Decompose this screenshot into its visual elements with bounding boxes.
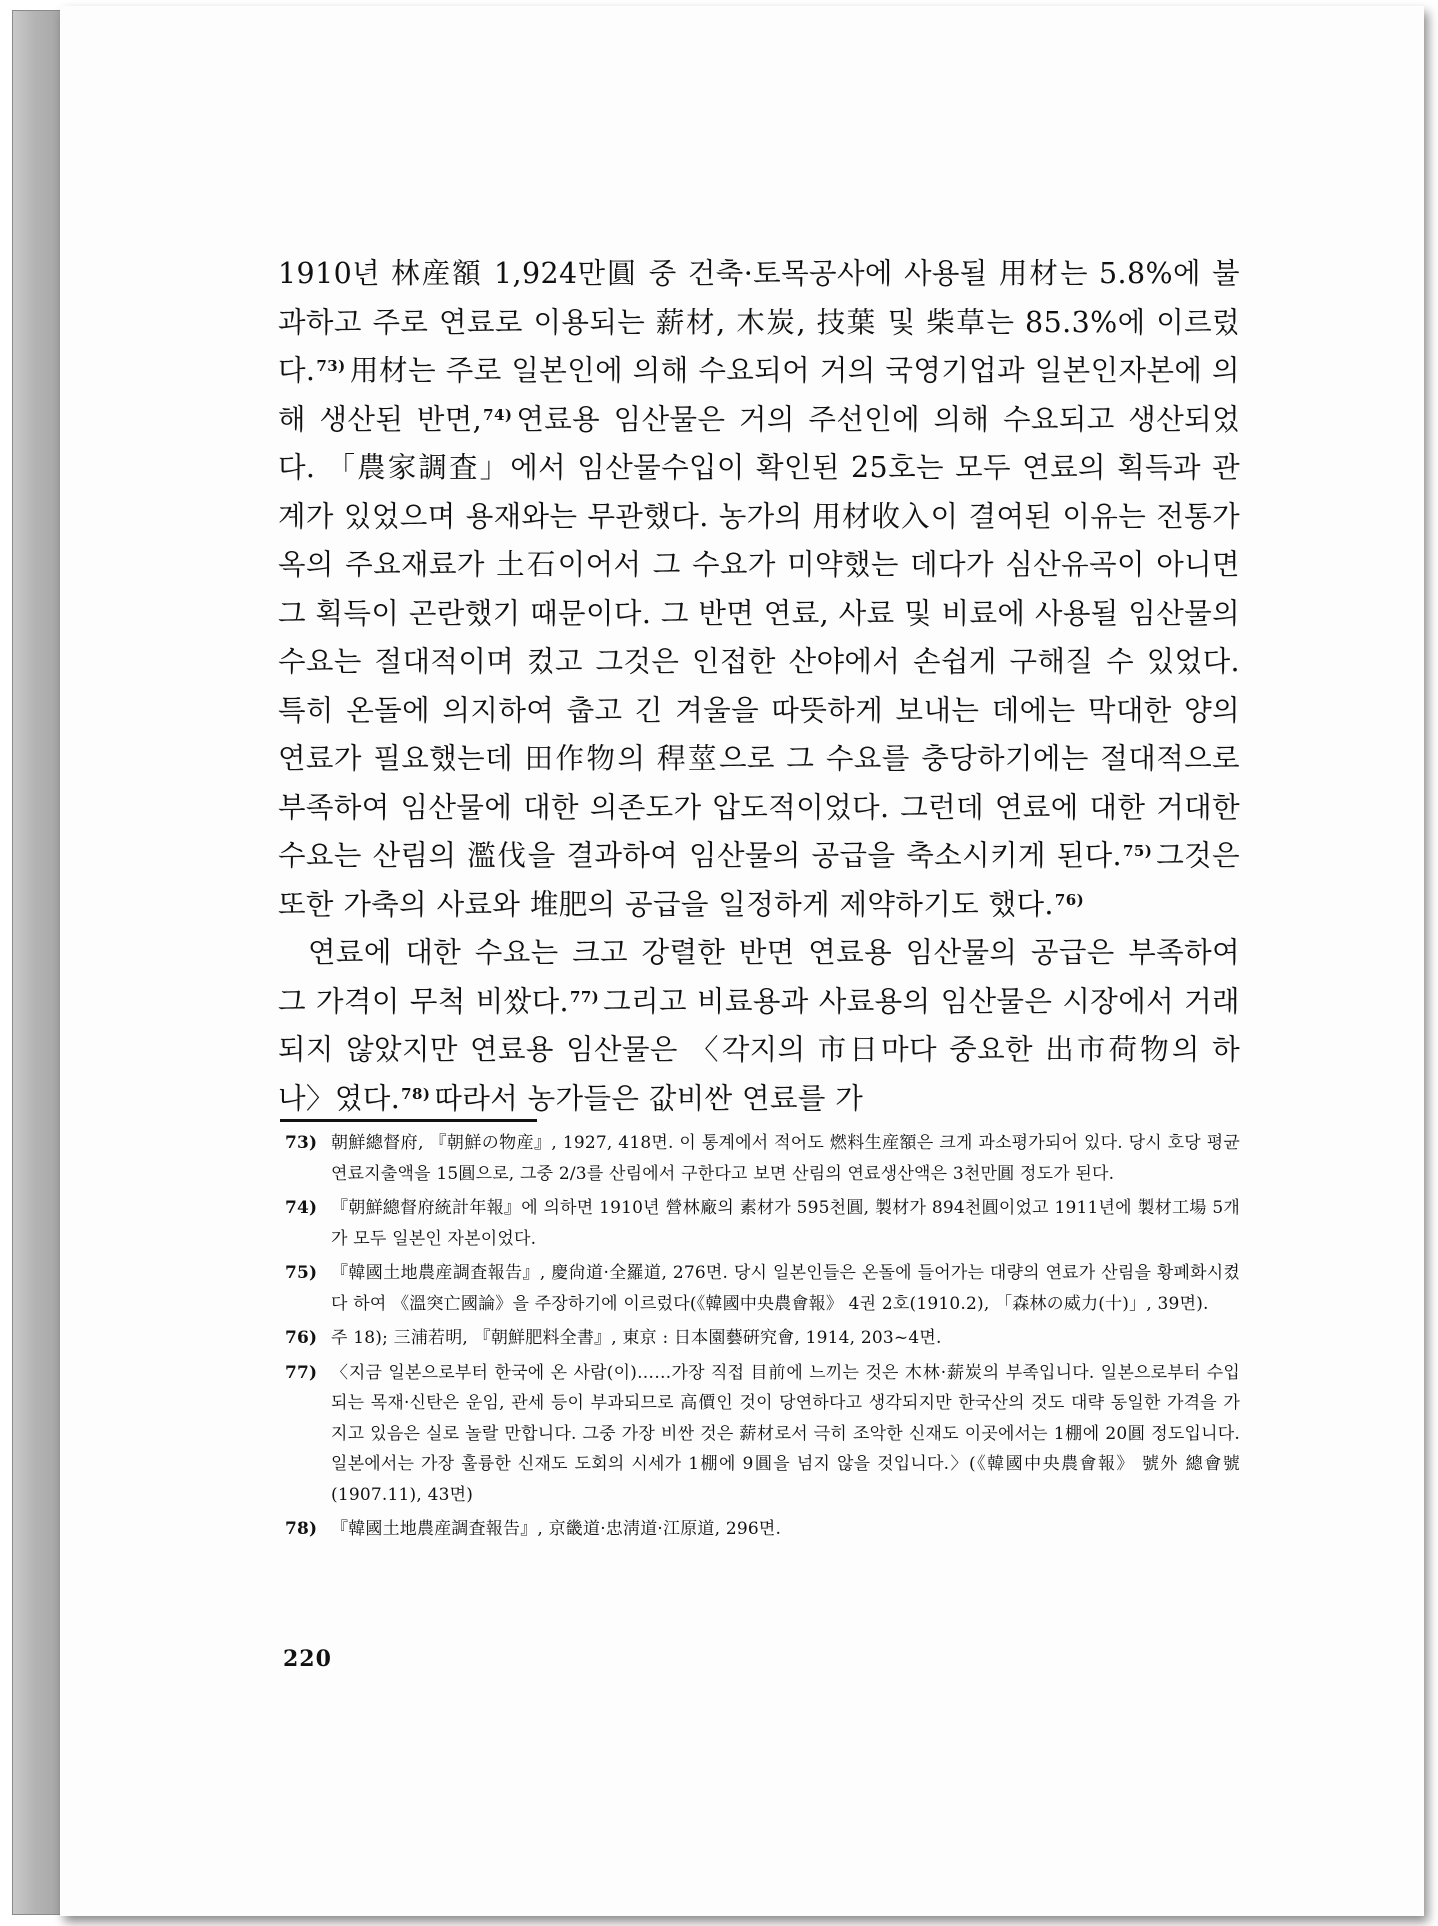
page-number: 220 [283, 1646, 332, 1672]
paragraph-1-text: 用材는 주로 일본인에 의해 수요되어 거의 국영기업과 일본인자본에 의해 생산된 반면, [278, 354, 1240, 436]
paragraph-1-text: 연료용 임산물은 거의 주선인에 의해 수요되고 생산되었다. 「農家調査」에서 임산물수입이 확인된 25호는 모두 연료의 획득과 관계가 있었으며 용재와는 무관했다. 농가의 用材收入이 결여된 이유는 전통가옥의 주요재료가 土石이어서 그 수요가 미약했는 데다가 심산유곡이 아니면 그 획득이 곤란했기 때문이다. 그 반면 연료, 사료 및 비료에 사용될 임산물의 수요는 절대적이며 컸고 그것은 인접한 산야에서 손쉽게 구해질 수 있었다. 특히 온돌에 의지하여 춥고 긴 겨울을 따뜻하게 보내는 데에는 막대한 양의 연료가 필요했는데 田作物의 稈莖으로 그 수요를 충당하기에는 절대적으로 부족하여 임산물에 대한 의존도가 압도적이었다. 그런데 연료에 대한 거대한 수요는 산림의 濫伐을 결과하여 임산물의 공급을 축소시키게 된다. [278, 402, 1240, 872]
footnote-text: 『韓國土地農産調査報告』, 慶尙道·全羅道, 276면. 당시 일본인들은 온돌에 들어가는 대량의 연료가 산림을 황폐화시켰다 하여 《溫突亡國論》을 주장하기에 이르렀다(《韓國中央農會報》 4권 2호(1910.2), 「森林の威力(十)」, 39면). [331, 1263, 1240, 1314]
footnote-76 [285, 1323, 1240, 1354]
footnote-ref-78: 78) [401, 1084, 431, 1103]
paragraph-1-text: 1910년 林産額 1,924만圓 중 건축·토목공사에 사용될 用材는 5.8%에 불과하고 주로 연료로 이용되는 薪材, 木炭, 技葉 및 柴草는 85.3%에 이르렀다. [278, 257, 1240, 387]
footnote-75 [285, 1258, 1240, 1319]
footnote-ref-77: 77) [570, 987, 600, 1006]
footnote-number: 73) [285, 1133, 318, 1153]
paragraph-2 [278, 929, 1240, 1123]
paragraph-1 [278, 250, 1240, 929]
footnote-ref-75: 75) [1123, 842, 1153, 860]
paragraph-1-text: 그것은 또한 가축의 사료와 堆肥의 공급을 일정하게 제약하기도 했다. [278, 839, 1240, 921]
footnote-separator-rule [280, 1119, 537, 1122]
footnote-78 [285, 1514, 1240, 1545]
footnote-73 [285, 1128, 1240, 1189]
footnote-text: 『朝鮮總督府統計年報』에 의하면 1910년 營林廠의 素材가 595천圓, 製材가 894천圓이었고 1911년에 製材工場 5개가 모두 일본인 자본이었다. [331, 1198, 1240, 1249]
footnotes [285, 1128, 1240, 1549]
paragraph-2-text: 따라서 농가들은 값비싼 연료를 가 [434, 1081, 864, 1115]
footnote-number: 78) [285, 1519, 318, 1539]
footnote-number: 75) [285, 1263, 318, 1283]
paragraph-2-text: 연료에 대한 수요는 크고 강렬한 반면 연료용 임산물의 공급은 부족하여 그 가격이 무척 비쌌다. [278, 936, 1240, 1018]
paragraph-2-text: 그리고 비료용과 사료용의 임산물은 시장에서 거래되지 않았지만 연료용 임산물은 〈각지의 市日마다 중요한 出市荷物의 하나〉였다. [278, 984, 1240, 1115]
footnote-number: 74) [285, 1198, 318, 1218]
footnote-number: 76) [285, 1328, 318, 1348]
footnote-text: 주 18); 三浦若明, 『朝鮮肥料全書』, 東京 : 日本園藝硏究會, 1914, 203~4면. [331, 1328, 942, 1348]
book-spine-edge [12, 10, 62, 1915]
footnote-77 [285, 1358, 1240, 1511]
footnote-text: 『韓國土地農産調査報告』, 京畿道·忠淸道·江原道, 296면. [331, 1519, 782, 1539]
footnote-ref-73: 73) [316, 357, 346, 375]
footnote-text: 朝鮮總督府, 『朝鮮の物産』, 1927, 418면. 이 통계에서 적어도 燃料生産額은 크게 과소평가되어 있다. 당시 호당 평균 연료지출액을 15圓으로, 그중 2/3를 산림에서 구한다고 보면 산림의 연료생산액은 3천만圓 정도가 된다. [331, 1133, 1240, 1184]
footnote-text: 〈지금 일본으로부터 한국에 온 사람(이)……가장 직접 目前에 느끼는 것은 木林·薪炭의 부족입니다. 일본으로부터 수입되는 목재·신탄은 운임, 관세 등이 부과되므로 高價인 것이 당연하다고 생각되지만 한국산의 것도 대략 동일한 가격을 가지고 있음은 실로 놀랄 만합니다. 그중 가장 비싼 것은 薪材로서 극히 조악한 신재도 이곳에서는 1棚에 20圓 정도입니다. 일본에서는 가장 훌륭한 신재도 도회의 시세가 1棚에 9圓을 넘지 않을 것입니다.〉(《韓國中央農會報》 號外 總會號(1907.11), 43면) [331, 1362, 1240, 1505]
footnote-ref-74: 74) [483, 405, 513, 424]
main-body-text [278, 250, 1240, 1123]
footnote-ref-76: 76) [1054, 890, 1085, 909]
footnote-number: 77) [285, 1362, 318, 1383]
footnote-74 [285, 1193, 1240, 1254]
